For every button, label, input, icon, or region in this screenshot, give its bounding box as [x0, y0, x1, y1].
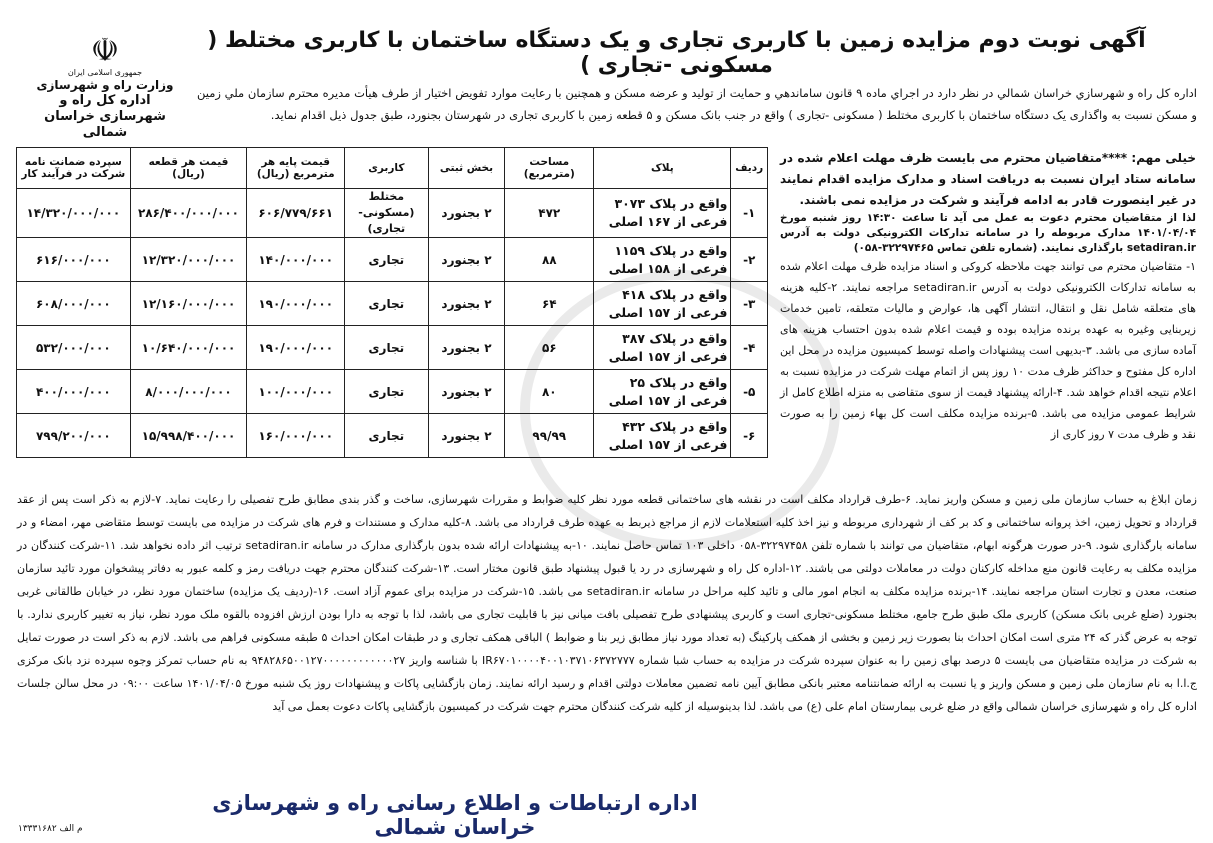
logo-line-1: جمهوری اسلامی ایران: [67, 68, 143, 77]
col-header: کاربری: [345, 148, 429, 189]
table-cell: ۱۰/۶۴۰/۰۰۰/۰۰۰: [130, 326, 247, 370]
table-cell: ۱۹۰/۰۰۰/۰۰۰: [247, 326, 345, 370]
table-cell: ۵-: [731, 370, 768, 414]
table-cell: تجاری: [345, 326, 429, 370]
important-warning: خیلی مهم: ****متقاضیان محترم می بایست ظرف مهلت اعلام شده در سامانه ستاد ایران نسبت به دریافت اسناد و مدارک مزایده اقدام نمایند در غیر اینصورت قادر به ادامه فرآیند و شرکت در مزایده نمی باشند.: [780, 151, 1196, 207]
table-cell: ۲۸۶/۴۰۰/۰۰۰/۰۰۰: [130, 189, 247, 238]
table-cell: ۲ بجنورد: [428, 370, 505, 414]
table-cell: ۶-: [731, 414, 768, 458]
page-title: آگهی نوبت دوم مزایده زمین با کاربری تجاری و یک دستگاه ساختمان با کاربری مختلط ( مسکونی -تجاری ): [207, 28, 1146, 78]
table-cell: واقع در پلاک ۳۰۷۳ فرعی از ۱۶۷ اصلی: [594, 189, 731, 238]
table-cell: ۲-: [731, 238, 768, 282]
table-cell: ۵۶: [505, 326, 594, 370]
table-cell: مختلط (مسکونی-تجاری): [345, 189, 429, 238]
table-cell: ۱۵/۹۹۸/۴۰۰/۰۰۰: [130, 414, 247, 458]
table-cell: ۵۳۲/۰۰۰/۰۰۰: [17, 326, 131, 370]
table-cell: ۲ بجنورد: [428, 414, 505, 458]
table-cell: ۱۲/۳۲۰/۰۰۰/۰۰۰: [130, 238, 247, 282]
table-cell: واقع در پلاک ۳۸۷ فرعی از ۱۵۷ اصلی: [594, 326, 731, 370]
deadline-notice: لذا از متقاضیان محترم دعوت به عمل می آید تا ساعت ۱۴:۳۰ روز شنبه مورخ ۱۴۰۱/۰۴/۰۴ مدارک مربوطه را در سامانه تدارکات الکترونیکی دولت به آدرس setadiran.ir بارگذاری نمایند. (شماره تلفن تماس ۳۲۲۹۷۴۶۵-۰۵۸): [780, 212, 1196, 254]
table-cell: ۱-: [731, 189, 768, 238]
table-cell: ۲ بجنورد: [428, 238, 505, 282]
table-cell: ۶۰۶/۷۷۹/۶۶۱: [247, 189, 345, 238]
table-cell: ۴۷۲: [505, 189, 594, 238]
table-cell: ۶۰۸/۰۰۰/۰۰۰: [17, 282, 131, 326]
col-header: ردیف: [731, 148, 768, 189]
table-cell: ۸/۰۰۰/۰۰۰/۰۰۰: [130, 370, 247, 414]
table-cell: ۷۹۹/۲۰۰/۰۰۰: [17, 414, 131, 458]
table-row: [17, 238, 768, 282]
logo-line-3: اداره کل راه و شهرسازی خراسان شمالی: [44, 93, 166, 140]
table-row: [17, 189, 768, 238]
table-cell: ۱۹۰/۰۰۰/۰۰۰: [247, 282, 345, 326]
table-cell: واقع در پلاک ۴۱۸ فرعی از ۱۵۷ اصلی: [594, 282, 731, 326]
table-cell: ۲ بجنورد: [428, 189, 505, 238]
table-row: [17, 414, 768, 458]
table-cell: ۶۴: [505, 282, 594, 326]
emblem-icon: ☫: [90, 31, 120, 69]
col-header: پلاک: [594, 148, 731, 189]
col-header: بخش ثبتی: [428, 148, 505, 189]
table-cell: تجاری: [345, 282, 429, 326]
table-cell: ۸۸: [505, 238, 594, 282]
table-cell: ۴-: [731, 326, 768, 370]
table-row: [17, 326, 768, 370]
ad-code: م الف ۱۳۳۳۱۶۸۲: [18, 824, 83, 834]
conditions-column: [780, 148, 1196, 445]
table-cell: ۸۰: [505, 370, 594, 414]
table-cell: واقع در پلاک ۱۱۵۹ فرعی از ۱۵۸ اصلی: [594, 238, 731, 282]
table-row: [17, 282, 768, 326]
col-header: قیمت پایه هر مترمربع (ریال): [247, 148, 345, 189]
table-cell: واقع در پلاک ۴۳۲ فرعی از ۱۵۷ اصلی: [594, 414, 731, 458]
signature: اداره ارتباطات و اطلاع رسانی راه و شهرسازی خراسان شمالی: [212, 791, 698, 839]
table-cell: تجاری: [345, 370, 429, 414]
table-cell: ۱۰۰/۰۰۰/۰۰۰: [247, 370, 345, 414]
table-cell: ۲ بجنورد: [428, 326, 505, 370]
table-cell: ۱۴۰/۰۰۰/۰۰۰: [247, 238, 345, 282]
logo: [30, 31, 180, 140]
col-header: سپرده ضمانت نامه شرکت در فرآیند کار: [17, 148, 131, 189]
table-cell: ۱۶۰/۰۰۰/۰۰۰: [247, 414, 345, 458]
conditions-body: زمان ابلاغ به حساب سازمان ملی زمین و مسکن واریز نماید. ۶-طرف قرارداد مکلف است در نقشه های ساختمانی قطعه مورد نظر کلیه ضوابط و مقررات شهرسازی، ساخت و گذر بندی مطابق طرح تفصیلی را رعایت نماید. ۷-لازم به ذکر است پس از عقد قرارداد و تحویل زمین، اخذ پروانه ساختمانی و کد بر کف از شهرداری مربوطه و نیز اخذ کلیه استعلامات لازم از مراجع ذیربط به عهده طرف قرارداد می باشد. ۸-کلیه مدارک و مستندات و فرم های شرکت در مزایده می بایست توسط متقاضی مهر، امضاء و در سامانه بارگذاری شود. ۹-در صورت هرگونه ابهام، متقاضیان می توانند با شماره تلفن ۳۲۲۹۷۴۵۸-۰۵۸ داخلی ۱۰۳ تماس حاصل نمایند. ۱۰-به پیشنهادات ارائه شده بدون بارگذاری مدارک در سامانه setadiran.ir ترتیب اثر داده نخواهد شد. ۱۱-شرکت کنندگان در مزایده مکلف به رعایت قانون منع مداخله کارکنان دولت در معاملات دولتی می باشند. ۱۲-اداره کل راه و شهرسازی در رد یا قبول پیشنهاد طبق قانون مختار است. ۱۳-شرکت کنندگان محترم جهت دریافت رمز و کلمه عبور به دفاتر پیشخوان مورد تائید سازمان صنعت، معدن و تجارت استان مراجعه نمایند. ۱۴-برنده مزایده مکلف به انجام امور مالی و تائید کلیه مراحل در سامانه setadiran.ir می باشد. ۱۵-شرکت در مزایده برای عموم آزاد است. ۱۶-(ردیف یک مزایده) ساختمان مورد نظر، در خیابان طالقانی غربی بجنورد (ضلع غربی بانک مسکن) کاربری ملک طبق طرح جامع، مختلط مسکونی-تجاری است و کاربری پیشنهادی طرح تفصیلی بافت میانی نیز با قابلیت تجاری می باشد، لذا با توجه به دارا بودن ارزش افزوده بالقوه ملک مورد نظر، نیاز به تغییر کاربری ندارد. با توجه به عرض گذر که ۲۴ متری است امکان احداث بنا بصورت زیر زمین و بخشی از همکف پارکینگ (به تعداد مورد نیاز مطابق زیر بنا و ضوابط ) الباقی همکف تجاری و در طبقات امکان احداث ۵ طبقه مسکونی فراهم می باشد. لازم به ذکر است در صورت تمایل به شرکت در مزایده متقاضیان می بایست ۵ درصد بهای زمین را به عنوان سپرده شرکت در مزایده به حساب شبا شماره IR۶۷۰۱۰۰۰۰۴۰۰۱۰۳۷۱۰۶۳۷۲۷۷۷ با شناسه واریز ۹۴۸۲۸۶۵۰۰۱۲۷۰۰۰۰۰۰۰۰۰۰۰۰۲۷ به نام حساب تمرکز وجوه سپرده نزد بانک مرکزی ج.ا.ا به نام سازمان ملی زمین و مسکن واریز و یا نسبت به ارائه ضمانتنامه معتبر بانکی مطابق آیین نامه تضمین معاملات دولتی اقدام و رسید ارائه نمایند. زمان بازگشایی پاکات و پیشنهادات روز یک شنبه مورخ ۱۴۰۱/۰۴/۰۵ ساعت ۰۹:۰۰ در محل سالن جلسات اداره کل راه و شهرسازی خراسان شمالی واقع در ضلع غربی بیمارستان امام علی (ع) می باشد. لذا بدینوسیله از کلیه شرکت کنندگان محترم جهت شرکت در کمیسیون بازگشایی پاکات دعوت بعمل می آید: [17, 493, 1198, 713]
table-cell: ۳-: [731, 282, 768, 326]
table-header-row: [17, 148, 768, 189]
table-cell: ۴۰۰/۰۰۰/۰۰۰: [17, 370, 131, 414]
logo-line-2: وزارت راه و شهرسازی: [36, 78, 174, 92]
table-cell: ۹۹/۹۹: [505, 414, 594, 458]
table-cell: ۱۴/۳۲۰/۰۰۰/۰۰۰: [17, 189, 131, 238]
table-cell: ۲ بجنورد: [428, 282, 505, 326]
table-cell: ۶۱۶/۰۰۰/۰۰۰: [17, 238, 131, 282]
table-cell: تجاری: [345, 238, 429, 282]
col-header: مساحت (مترمربع): [505, 148, 594, 189]
table-cell: تجاری: [345, 414, 429, 458]
table-cell: واقع در پلاک ۲۵ فرعی از ۱۵۷ اصلی: [594, 370, 731, 414]
intro-paragraph: اداره کل راه و شهرسازي خراسان شمالي در نظر دارد در اجراي ماده ۹ قانون ساماندهي و حمايت از توليد و عرضه مسكن و همچنين با رعايت موارد تفويض اختيار از طرف هيأت مديره محترم سازمان ملي زمين و مسكن نسبت به واگذاری یک دستگاه ساختمان با کاربری مختلط ( مسکونی -تجاری ) واقع در جنب بانک مسکن و ۵ قطعه زمین با کاربری تجاری در شهرستان بجنورد، طبق جدول ذیل اقدام نماید.: [197, 86, 1197, 122]
auction-table: [16, 147, 768, 458]
table-row: [17, 370, 768, 414]
conditions-paragraph: ۱- متقاضیان محترم می توانند جهت ملاحظه کروکی و اسناد مزایده ظرف مهلت اعلام شده به سامانه تدارکات الکترونیکی دولت به آدرس setadiran.ir مراجعه نمایند. ۲-کلیه هزینه های متعلقه شامل نقل و انتقال، انتشار آگهی ها، عوارض و مالیات متعلقه، تامین خدمات زیربنایی وغیره به عهده برنده مزایده بوده و قیمت اعلام شده بدون احتساب هزینه های آماده سازی می باشد. ۳-بدیهی است پیشنهادات واصله توسط کمیسیون مزایده در محل این اداره کل مفتوح و حداکثر ظرف مدت ۱۰ روز پس از اتمام مهلت شرکت در مزایده نسبت به اعلام نتیجه اقدام خواهد شد. ۴-ارائه پیشنهاد قیمت از سوی متقاضی به منزله اطلاع کامل از شرایط عمومی مزایده می باشد. ۵-برنده مزایده مکلف است کل بهاء زمین را به صورت نقد و ظرف مدت ۷ روز کاری از: [780, 260, 1197, 441]
table-cell: ۱۲/۱۶۰/۰۰۰/۰۰۰: [130, 282, 247, 326]
col-header: قیمت هر قطعه (ریال): [130, 148, 247, 189]
